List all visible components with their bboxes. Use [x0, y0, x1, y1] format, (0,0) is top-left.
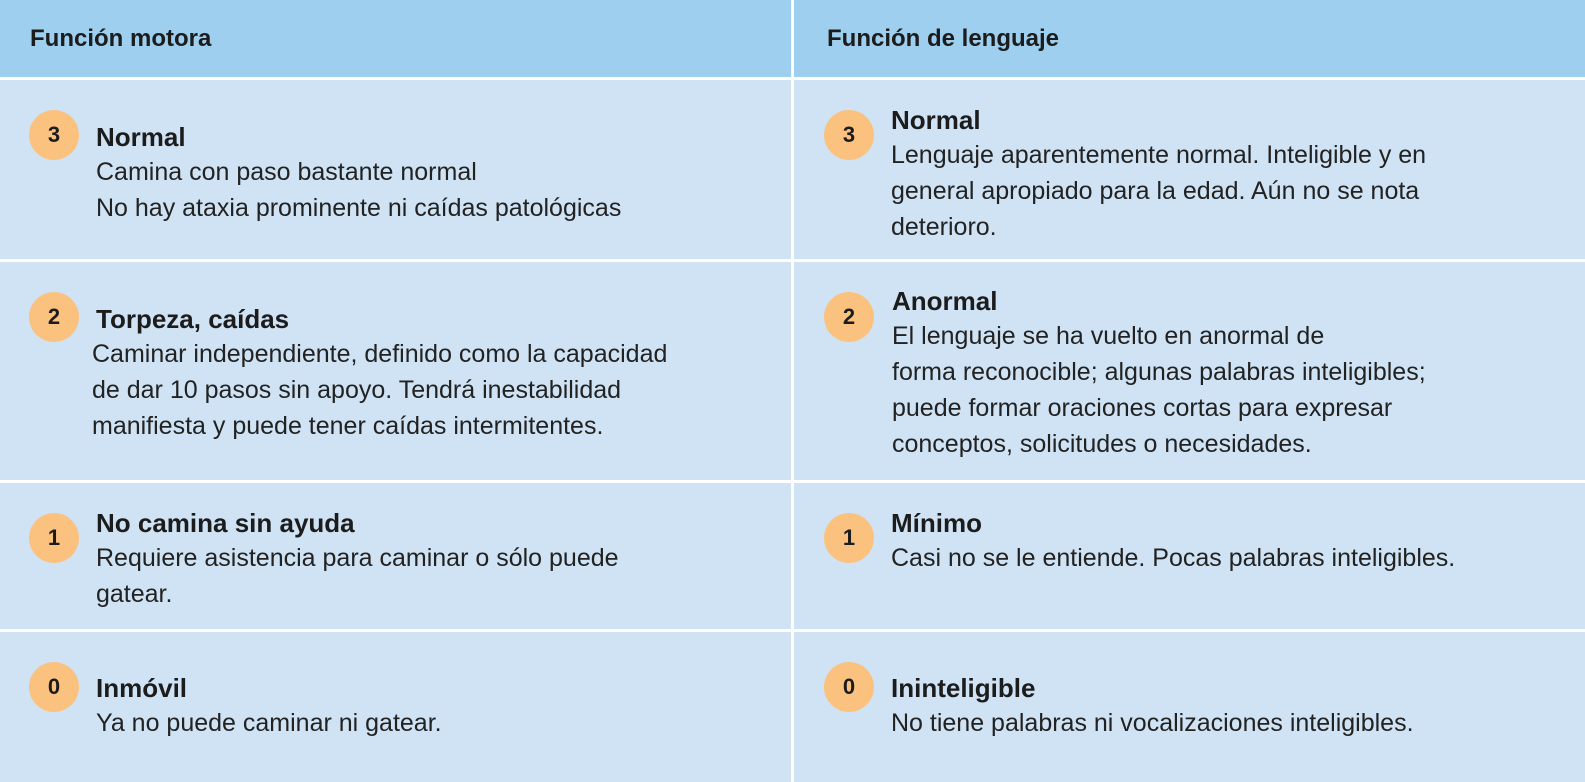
header-language-function: Función de lenguaje [794, 0, 1585, 77]
language-cell-3 [794, 80, 1585, 259]
score-badge: 2 [29, 292, 79, 342]
language-cell-1 [794, 483, 1585, 629]
level-description: Ya no puede caminar ni gatear. [96, 709, 442, 737]
score-badge: 2 [824, 292, 874, 342]
score-badge: 1 [29, 513, 79, 563]
language-cell-2 [794, 262, 1585, 480]
level-title: Normal [891, 105, 981, 135]
level-description: Lenguaje aparentemente normal. Inteligible y en general apropiado para la edad. Aún no se nota deterioro. [891, 141, 1427, 241]
motor-cell-1 [0, 483, 791, 629]
level-title: Torpeza, caídas [96, 304, 290, 334]
motor-cell-0 [0, 632, 791, 782]
motor-cell-2 [0, 262, 791, 480]
header-motor-function: Función motora [0, 0, 791, 77]
score-badge: 3 [824, 110, 874, 160]
level-title: Ininteligible [891, 673, 1036, 703]
level-description: No tiene palabras ni vocalizaciones inteligibles. [891, 709, 1414, 737]
language-cell-0 [794, 632, 1585, 782]
level-description: Camina con paso bastante normal No hay ataxia prominente ni caídas patológicas [96, 158, 622, 222]
level-title: Normal [96, 122, 186, 152]
score-badge: 0 [29, 662, 79, 712]
level-title: Inmóvil [96, 673, 188, 703]
score-badge: 0 [824, 662, 874, 712]
level-description: Caminar independiente, definido como la capacidad de dar 10 pasos sin apoyo. Tendrá inestabilidad manifiesta y puede tener caídas intermitentes. [92, 340, 668, 440]
level-title: Mínimo [891, 508, 982, 538]
score-badge: 1 [824, 513, 874, 563]
motor-cell-3 [0, 80, 791, 259]
level-title: No camina sin ayuda [96, 508, 355, 538]
level-description: Casi no se le entiende. Pocas palabras inteligibles. [891, 544, 1456, 572]
level-description: El lenguaje se ha vuelto en anormal de forma reconocible; algunas palabras inteligibles; puede formar oraciones cortas para expresar conceptos, solicitudes o necesidades. [892, 322, 1426, 458]
score-badge: 3 [29, 110, 79, 160]
level-description: Requiere asistencia para caminar o sólo puede gatear. [96, 544, 619, 608]
level-title: Anormal [892, 286, 998, 316]
